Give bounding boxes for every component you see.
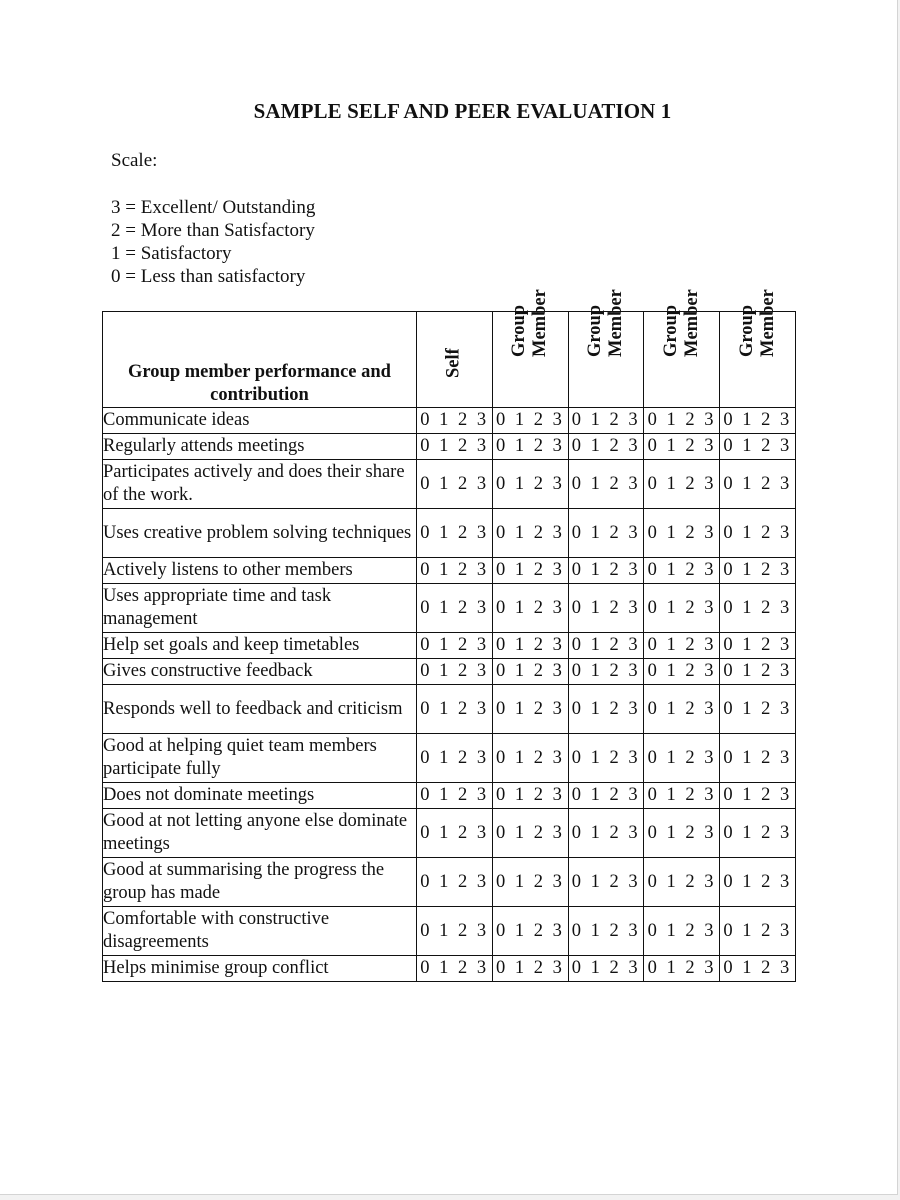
score-options[interactable]: 0 1 2 3: [492, 734, 568, 783]
scale-item-3: 3 = Excellent/ Outstanding: [111, 197, 316, 218]
scale-item-2: 2 = More than Satisfactory: [111, 220, 315, 241]
column-header-self: [417, 312, 493, 408]
table-row: [103, 633, 796, 659]
score-options[interactable]: 0 1 2 3: [644, 633, 720, 659]
score-options[interactable]: 0 1 2 3: [568, 633, 644, 659]
column-header-group-member-2: [568, 289, 644, 408]
criterion-label: Regularly attends meetings: [103, 434, 417, 460]
score-options[interactable]: 0 1 2 3: [417, 659, 493, 685]
score-options[interactable]: 0 1 2 3: [568, 956, 644, 982]
score-options[interactable]: 0 1 2 3: [492, 408, 568, 434]
score-options[interactable]: 0 1 2 3: [492, 956, 568, 982]
score-options[interactable]: 0 1 2 3: [417, 509, 493, 558]
score-options[interactable]: 0 1 2 3: [492, 659, 568, 685]
score-options[interactable]: 0 1 2 3: [417, 858, 493, 907]
score-options[interactable]: 0 1 2 3: [417, 633, 493, 659]
criterion-label: Actively listens to other members: [103, 558, 417, 584]
score-options[interactable]: 0 1 2 3: [417, 783, 493, 809]
score-options[interactable]: 0 1 2 3: [417, 434, 493, 460]
score-options[interactable]: 0 1 2 3: [417, 809, 493, 858]
column-header-label: Group Member: [736, 289, 778, 357]
score-options[interactable]: 0 1 2 3: [644, 659, 720, 685]
score-options[interactable]: 0 1 2 3: [568, 558, 644, 584]
score-options[interactable]: 0 1 2 3: [644, 858, 720, 907]
score-options[interactable]: 0 1 2 3: [644, 809, 720, 858]
column-header-group-member-3: [644, 289, 720, 408]
table-row: [103, 584, 796, 633]
criterion-label: Uses appropriate time and task management: [103, 584, 417, 633]
score-options[interactable]: 0 1 2 3: [492, 685, 568, 734]
criterion-label: Participates actively and does their share of the work.: [103, 460, 417, 509]
score-options[interactable]: 0 1 2 3: [644, 434, 720, 460]
score-options[interactable]: 0 1 2 3: [492, 633, 568, 659]
evaluation-table-body: [103, 408, 796, 982]
criterion-label: Good at not letting anyone else dominate meetings: [103, 809, 417, 858]
score-options[interactable]: 0 1 2 3: [492, 783, 568, 809]
score-options[interactable]: 0 1 2 3: [720, 734, 796, 783]
score-options[interactable]: 0 1 2 3: [720, 633, 796, 659]
score-options[interactable]: 0 1 2 3: [492, 509, 568, 558]
score-options[interactable]: 0 1 2 3: [417, 460, 493, 509]
criterion-label: Responds well to feedback and criticism: [103, 685, 417, 734]
table-row: [103, 685, 796, 734]
scale-label: Scale:: [111, 150, 158, 171]
score-options[interactable]: 0 1 2 3: [568, 907, 644, 956]
criterion-label: Helps minimise group conflict: [103, 956, 417, 982]
table-row: [103, 783, 796, 809]
score-options[interactable]: 0 1 2 3: [417, 956, 493, 982]
score-options[interactable]: 0 1 2 3: [417, 907, 493, 956]
evaluation-table: [102, 289, 796, 982]
column-header-label: Group Member: [660, 289, 702, 357]
score-options[interactable]: 0 1 2 3: [720, 659, 796, 685]
criterion-label: Good at summarising the progress the group has made: [103, 858, 417, 907]
score-options[interactable]: 0 1 2 3: [417, 734, 493, 783]
scale-item-1: 1 = Satisfactory: [111, 243, 232, 264]
score-options[interactable]: 0 1 2 3: [568, 685, 644, 734]
score-options[interactable]: 0 1 2 3: [720, 858, 796, 907]
score-options[interactable]: 0 1 2 3: [568, 809, 644, 858]
score-options[interactable]: 0 1 2 3: [568, 584, 644, 633]
score-options[interactable]: 0 1 2 3: [720, 685, 796, 734]
scale-item-0: 0 = Less than satisfactory: [111, 266, 306, 287]
score-options[interactable]: 0 1 2 3: [644, 584, 720, 633]
score-options[interactable]: 0 1 2 3: [492, 434, 568, 460]
score-options[interactable]: 0 1 2 3: [644, 783, 720, 809]
score-options[interactable]: 0 1 2 3: [492, 907, 568, 956]
score-options[interactable]: 0 1 2 3: [492, 809, 568, 858]
score-options[interactable]: 0 1 2 3: [492, 584, 568, 633]
score-options[interactable]: 0 1 2 3: [568, 460, 644, 509]
criterion-label: Good at helping quiet team members participate fully: [103, 734, 417, 783]
score-options[interactable]: 0 1 2 3: [644, 408, 720, 434]
column-header-label: Self: [443, 348, 464, 378]
score-options[interactable]: 0 1 2 3: [417, 408, 493, 434]
score-options[interactable]: 0 1 2 3: [644, 460, 720, 509]
score-options[interactable]: 0 1 2 3: [644, 685, 720, 734]
criterion-label: Uses creative problem solving techniques: [103, 509, 417, 558]
score-options[interactable]: 0 1 2 3: [417, 558, 493, 584]
score-options[interactable]: 0 1 2 3: [720, 558, 796, 584]
score-options[interactable]: 0 1 2 3: [720, 809, 796, 858]
score-options[interactable]: 0 1 2 3: [720, 783, 796, 809]
column-header-label: Group Member: [584, 289, 626, 357]
score-options[interactable]: 0 1 2 3: [720, 408, 796, 434]
table-row: [103, 558, 796, 584]
table-row: [103, 509, 796, 558]
table-row: [103, 659, 796, 685]
table-row: [103, 809, 796, 858]
score-options[interactable]: 0 1 2 3: [492, 558, 568, 584]
score-options[interactable]: 0 1 2 3: [568, 783, 644, 809]
score-options[interactable]: 0 1 2 3: [720, 584, 796, 633]
scale-legend: [111, 196, 315, 288]
score-options[interactable]: 0 1 2 3: [417, 685, 493, 734]
table-row: [103, 858, 796, 907]
column-header-label: Group Member: [509, 289, 551, 357]
criterion-label: Comfortable with constructive disagreements: [103, 907, 417, 956]
table-header-row: [103, 312, 796, 408]
score-options[interactable]: 0 1 2 3: [492, 858, 568, 907]
score-options[interactable]: 0 1 2 3: [568, 408, 644, 434]
criteria-column-header: Group member performance and contribution: [103, 312, 417, 408]
table-row: [103, 460, 796, 509]
score-options[interactable]: 0 1 2 3: [644, 509, 720, 558]
score-options[interactable]: 0 1 2 3: [720, 956, 796, 982]
document-title: SAMPLE SELF AND PEER EVALUATION 1: [253, 99, 672, 123]
criterion-label: Does not dominate meetings: [103, 783, 417, 809]
score-options[interactable]: 0 1 2 3: [568, 659, 644, 685]
score-options[interactable]: 0 1 2 3: [568, 434, 644, 460]
score-options[interactable]: 0 1 2 3: [644, 558, 720, 584]
score-options[interactable]: 0 1 2 3: [720, 460, 796, 509]
criterion-label: Communicate ideas: [103, 408, 417, 434]
score-options[interactable]: 0 1 2 3: [720, 434, 796, 460]
table-row: [103, 434, 796, 460]
score-options[interactable]: 0 1 2 3: [644, 956, 720, 982]
score-options[interactable]: 0 1 2 3: [644, 734, 720, 783]
table-row: [103, 734, 796, 783]
score-options[interactable]: 0 1 2 3: [492, 460, 568, 509]
column-header-group-member-4: [720, 289, 796, 408]
table-row: [103, 907, 796, 956]
score-options[interactable]: 0 1 2 3: [644, 907, 720, 956]
table-row: [103, 956, 796, 982]
score-options[interactable]: 0 1 2 3: [720, 509, 796, 558]
criterion-label: Help set goals and keep timetables: [103, 633, 417, 659]
score-options[interactable]: 0 1 2 3: [720, 907, 796, 956]
table-row: [103, 408, 796, 434]
score-options[interactable]: 0 1 2 3: [568, 509, 644, 558]
criterion-label: Gives constructive feedback: [103, 659, 417, 685]
score-options[interactable]: 0 1 2 3: [417, 584, 493, 633]
score-options[interactable]: 0 1 2 3: [568, 734, 644, 783]
score-options[interactable]: 0 1 2 3: [568, 858, 644, 907]
column-header-group-member-1: [492, 289, 568, 408]
